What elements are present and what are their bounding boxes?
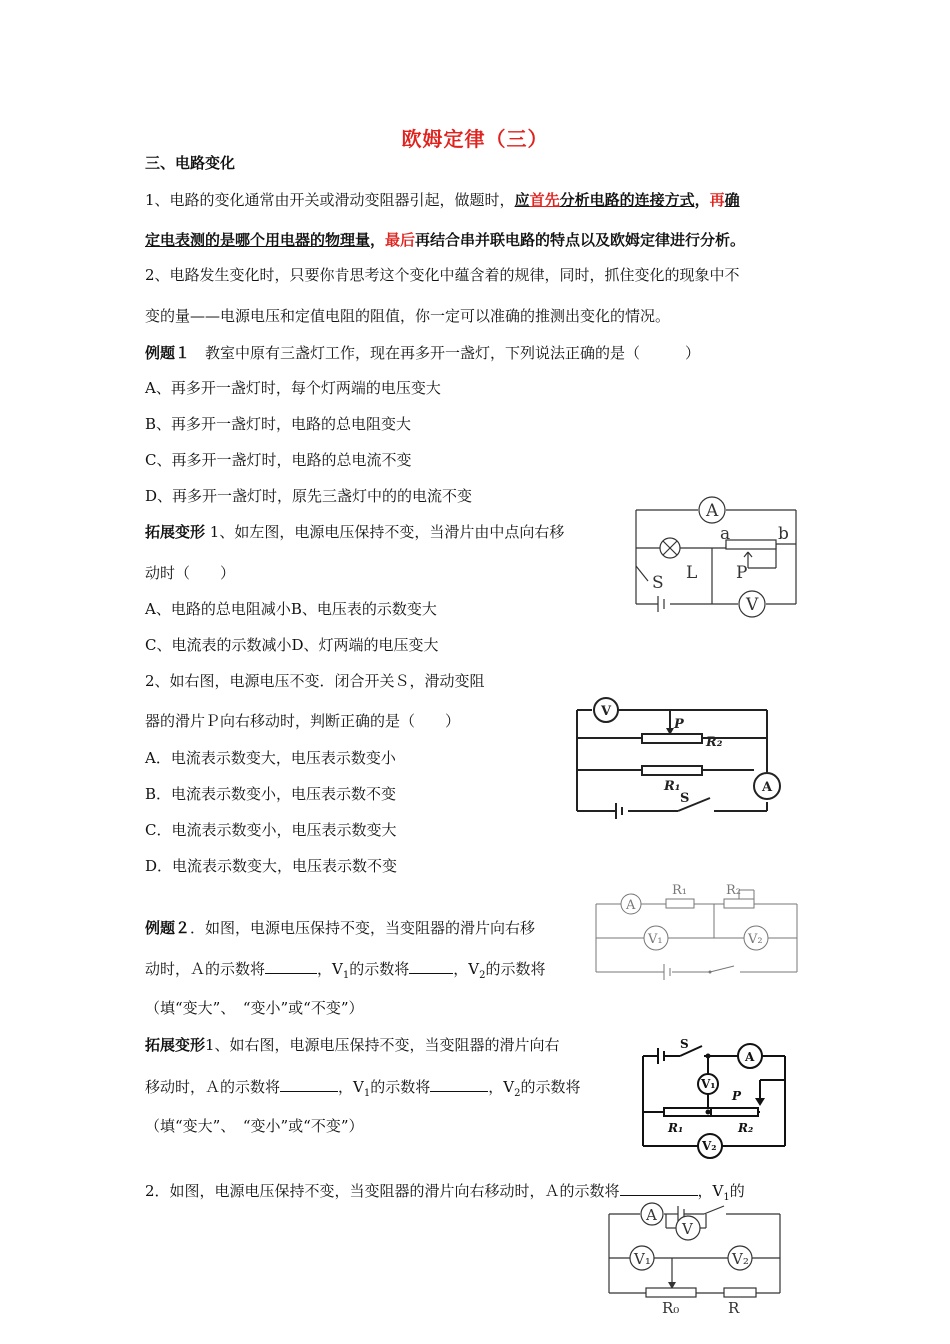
example-2-a-text: 动时，Ａ的示数将 (145, 960, 266, 978)
paragraph-1-line-1 (145, 190, 740, 210)
paragraph-2-line-2: 变的量——电源电压和定值电阻的阻值，你一定可以准确的推测出变化的情况。 (145, 307, 671, 325)
extension-2-q2-tail: 的 (729, 1182, 745, 1200)
p1-emph-finally: 最后 (385, 231, 416, 249)
subscript: 2 (479, 970, 486, 981)
extension-1-q1-options-cd: C、电流表的示数减小D、灯两端的电压变大 (145, 636, 439, 654)
ammeter-label: A (745, 1050, 755, 1064)
extension-1-q1-options-ab: A、电路的总电阻减小B、电压表的示数变大 (145, 600, 437, 618)
answer-blank[interactable] (620, 1180, 698, 1196)
example-2-text: ．如图，电源电压保持不变，当变阻器的滑片向右移 (190, 919, 536, 937)
subscript: 1 (363, 1088, 371, 1099)
extension-2-q2-v1: ，V (697, 1182, 724, 1200)
extension-1-q1-text: 1、如左图，电源电压保持不变，当滑片由中点向右移 (205, 523, 565, 541)
extension-2-line-3: （填“变大”、 “变小”或“不变”） (145, 1117, 364, 1135)
extension-1-label: 拓展变形 (145, 523, 206, 541)
v1-label: V₁ (634, 1250, 651, 1268)
p1-emph-analyze: 分析电路的连接方式 (559, 191, 695, 209)
ammeter-label: A (646, 1206, 657, 1224)
p1-emph-then: 再 (709, 191, 725, 209)
extension-1-q2-option-c: C．电流表示数变小，电压表示数变大 (145, 821, 397, 839)
v2-label: V₂ (702, 1139, 717, 1153)
extension-2-a-text: 移动时，Ａ的示数将 (145, 1078, 281, 1096)
ammeter-label: A (762, 780, 773, 795)
extension-1-q2-line-1: 2、如右图，电源电压不变．闭合开关Ｓ，滑动变阻 (145, 672, 485, 690)
r0-label: R₀ (662, 1299, 680, 1317)
example-1-label: 例题１ (145, 344, 191, 362)
terminal-a-label: a (720, 524, 731, 544)
v1-label: V₁ (648, 932, 663, 947)
v2-label: V₂ (748, 932, 763, 947)
switch-label: S (652, 573, 664, 593)
subscript: 1 (342, 970, 350, 981)
example-2-v1-tail: 的示数将 (349, 960, 410, 978)
example-1-option-d: D、再多开一盏灯时，原先三盏灯中的的电流不变 (145, 487, 473, 505)
v1-label: V₁ (701, 1077, 716, 1091)
voltmeter-label: V (601, 704, 612, 719)
ammeter-label: A (626, 898, 636, 913)
extension-1-q2-option-a: A．电流表示数变大，电压表示数变小 (145, 749, 396, 767)
p1-emph-first: 首先 (529, 191, 560, 209)
answer-blank[interactable] (280, 1076, 338, 1092)
v2-label: V₂ (732, 1250, 749, 1268)
extension-2-v1-tail: 的示数将 (370, 1078, 431, 1096)
p1-comma: ， (694, 191, 710, 209)
answer-blank[interactable] (409, 958, 453, 974)
extension-2-text: 1、如右图，电源电压保持不变，当变阻器的滑片向右 (205, 1036, 560, 1054)
terminal-b-label: b (778, 524, 789, 544)
r2-label: R₂ (726, 883, 741, 898)
example-1-text: 教室中原有三盏灯工作，现在再多开一盏灯，下列说法正确的是（ ） (190, 344, 701, 362)
circuit-diagram-1 (628, 496, 803, 616)
extension-2-v2-text: ，V (488, 1078, 515, 1096)
answer-blank[interactable] (430, 1076, 488, 1092)
r1-label: R₁ (672, 883, 687, 898)
p1-emph-que: 确 (724, 191, 740, 209)
r-label: R (728, 1299, 740, 1317)
circuit-diagram-5 (606, 1198, 788, 1316)
example-2-v2-tail: 的示数将 (485, 960, 546, 978)
example-1-option-b: B、再多开一盏灯时，电路的总电阻变大 (145, 415, 412, 433)
r2-label: R₂ (706, 735, 723, 750)
extension-2-q2-text: 2．如图，电源电压保持不变，当变阻器的滑片向右移动时，Ａ的示数将 (145, 1182, 620, 1200)
extension-2-v1-text: ，V (338, 1078, 364, 1096)
p1-emph-combine: 再结合串并联电路的特点以及欧姆定律进行分析。 (415, 231, 746, 249)
extension-1-q1-line-2: 动时（ ） (145, 564, 236, 582)
extension-2-v2-tail: 的示数将 (520, 1078, 581, 1096)
example-2-line-3: （填“变大”、 “变小”或“不变”） (145, 999, 364, 1017)
example-2-v1-text: ，V (317, 960, 343, 978)
subscript: 2 (514, 1088, 521, 1099)
example-1-question (145, 343, 700, 363)
p1-emph-ying: 应 (514, 191, 530, 209)
circuit-diagram-2 (574, 698, 780, 818)
p1-emph-determine: 定电表测的是哪个用电器的物理量 (145, 231, 371, 249)
r2-label: R₂ (738, 1121, 754, 1135)
voltmeter-label: V (746, 595, 759, 615)
switch-label: S (680, 1037, 689, 1051)
lamp-label: L (686, 563, 698, 583)
p1-comma-2: ， (370, 231, 386, 249)
ammeter-label: A (706, 501, 719, 521)
slider-label: P (674, 717, 684, 732)
circuit-diagram-4 (640, 1036, 800, 1151)
extension-1-q2-line-2: 器的滑片Ｐ向右移动时，判断正确的是（ ） (145, 712, 461, 730)
section-heading: 三、电路变化 (145, 154, 236, 172)
extension-2-label: 拓展变形 (145, 1036, 206, 1054)
example-2-line-2 (145, 958, 545, 986)
example-2-line-1 (145, 918, 535, 938)
example-1-option-a: A、再多开一盏灯时，每个灯两端的电压变大 (145, 379, 441, 397)
slider-label: P (736, 563, 748, 583)
example-2-label: 例题２ (145, 919, 191, 937)
p1-text: 1、电路的变化通常由开关或滑动变阻器引起，做题时， (145, 191, 515, 209)
answer-blank[interactable] (265, 958, 317, 974)
page-title: 欧姆定律（三） (401, 127, 549, 151)
paragraph-2-line-1: 2、电路发生变化时，只要你肯思考这个变化中蕴含着的规律，同时，抓住变化的现象中不 (145, 266, 740, 284)
slider-label: P (732, 1089, 742, 1103)
extension-2-line-1 (145, 1035, 560, 1055)
example-1-option-c: C、再多开一盏灯时，电路的总电流不变 (145, 451, 412, 469)
subscript: 1 (723, 1192, 730, 1203)
extension-1-question-1 (145, 522, 564, 542)
r1-label: R₁ (664, 779, 681, 794)
extension-2-line-2 (145, 1076, 580, 1104)
example-2-v2-text: ，V (453, 960, 480, 978)
voltmeter-label: V (682, 1220, 693, 1238)
r1-label: R₁ (668, 1121, 684, 1135)
circuit-diagram-3 (594, 880, 800, 980)
extension-1-q2-option-d: D．电流表示数变大，电压表示数不变 (145, 857, 398, 875)
extension-1-q2-option-b: B．电流表示数变小，电压表示数不变 (145, 785, 397, 803)
switch-label: S (680, 791, 690, 806)
paragraph-1-line-2 (145, 230, 745, 250)
